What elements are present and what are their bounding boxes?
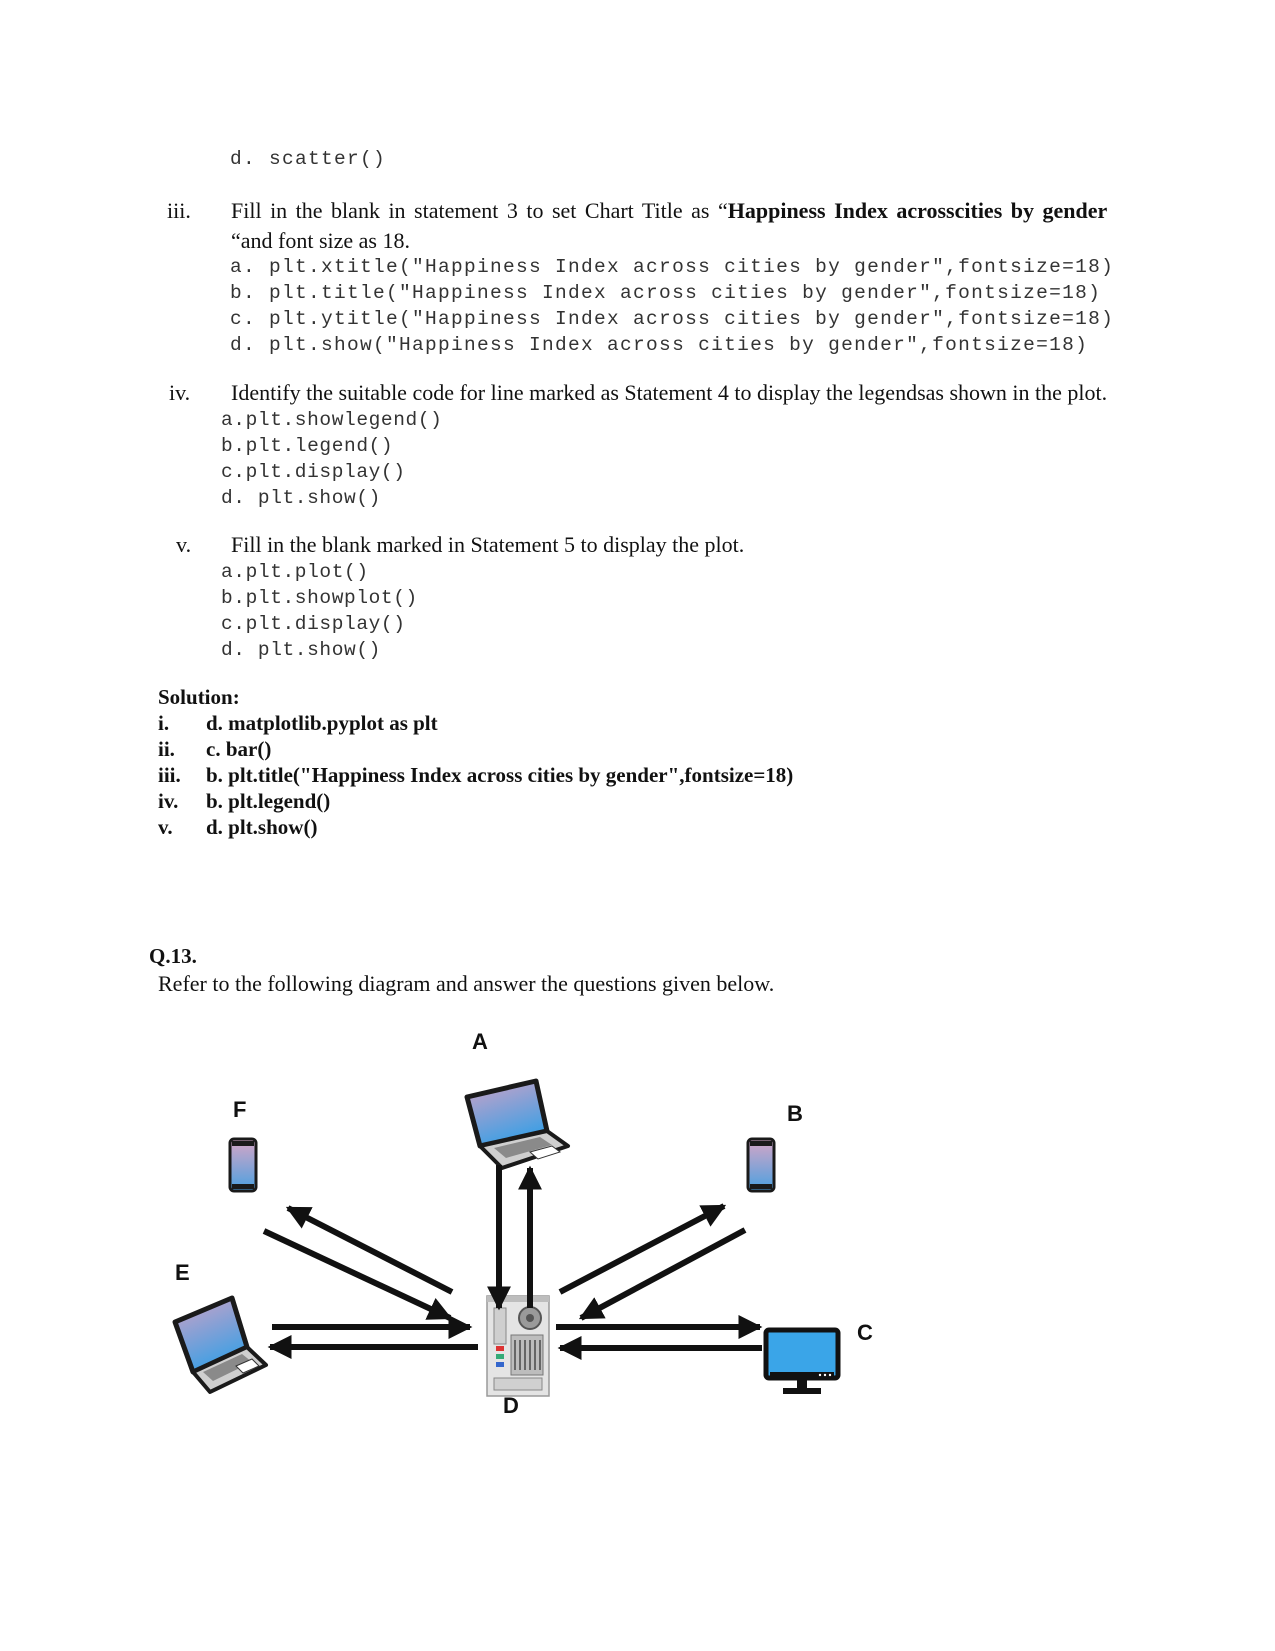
option-a: a.plt.plot() xyxy=(221,561,369,583)
question-13-text: Refer to the following diagram and answer the questions given below. xyxy=(158,971,775,996)
laptop-icon xyxy=(175,1298,266,1392)
node-label-e: E xyxy=(175,1260,190,1285)
node-label-c: C xyxy=(857,1320,873,1345)
solution-heading: Solution: xyxy=(158,685,240,709)
node-label-a: A xyxy=(472,1029,488,1054)
solution-number: iv. xyxy=(158,789,179,813)
solution-row-i xyxy=(158,711,438,736)
desktop-tower-icon xyxy=(487,1296,549,1396)
solution-answer: b. plt.title("Happiness Index across cities by gender",fontsize=18) xyxy=(206,763,794,787)
question-iv-text: Identify the suitable code for line marked as Statement 4 to display the legendsas shown in the plot. xyxy=(231,380,1108,405)
node-label-b: B xyxy=(787,1101,803,1126)
network-diagram xyxy=(0,1020,1275,1440)
option-d: d. plt.show("Happiness Index across cities by gender",fontsize=18) xyxy=(230,334,1089,356)
solution-answer: b. plt.legend() xyxy=(206,789,331,813)
solution-answer: d. matplotlib.pyplot as plt xyxy=(206,711,438,735)
option-a: a.plt.showlegend() xyxy=(221,409,443,431)
node-label-f: F xyxy=(233,1097,247,1122)
question-v-text: Fill in the blank marked in Statement 5 to display the plot. xyxy=(231,532,745,557)
question-number-iv: iv. xyxy=(169,380,191,405)
option-d: d. plt.show() xyxy=(221,487,381,509)
option-c: c. plt.ytitle("Happiness Index across cities by gender",fontsize=18) xyxy=(230,308,1115,330)
option-b: b.plt.showplot() xyxy=(221,587,418,609)
smartphone-icon xyxy=(748,1139,774,1191)
question-iii-options xyxy=(230,254,1114,358)
question-v-options xyxy=(221,559,418,663)
solution-number: ii. xyxy=(158,737,175,761)
solution-answer: c. bar() xyxy=(206,737,272,761)
question-iii-chart-title: Happiness Index acrosscities by gender xyxy=(727,198,1108,223)
monitor-icon xyxy=(766,1330,838,1394)
option-a: a. plt.xtitle("Happiness Index across cities by gender",fontsize=18) xyxy=(230,256,1115,278)
option-c: c.plt.display() xyxy=(221,613,406,635)
solution-number: iii. xyxy=(158,763,181,787)
solution-row-v xyxy=(158,815,317,840)
question-iii-text xyxy=(231,198,1107,224)
option-b: b.plt.legend() xyxy=(221,435,394,457)
solution-row-iv xyxy=(158,789,330,814)
question-number-iii: iii. xyxy=(167,198,191,223)
node-label-d: D xyxy=(503,1393,519,1418)
solution-number: i. xyxy=(158,711,170,735)
question-iii-text-start: Fill in the blank in statement 3 to set Chart Title as “ xyxy=(231,198,728,223)
solution-row-ii xyxy=(158,737,271,762)
solution-answer: d. plt.show() xyxy=(206,815,318,839)
question-iii-text-line2: “and font size as 18. xyxy=(231,228,410,253)
solution-row-iii xyxy=(158,763,793,788)
solution-number: v. xyxy=(158,815,173,839)
question-iv-options xyxy=(221,407,442,511)
network-diagram-svg xyxy=(0,1020,1275,1440)
option-d: d. plt.show() xyxy=(221,639,381,661)
laptop-icon xyxy=(467,1081,568,1168)
previous-option-d: d. scatter() xyxy=(230,148,387,170)
question-13-heading: Q.13. xyxy=(149,944,197,968)
question-number-v: v. xyxy=(176,532,192,557)
option-b: b. plt.title("Happiness Index across cities by gender",fontsize=18) xyxy=(230,282,1102,304)
option-c: c.plt.display() xyxy=(221,461,406,483)
smartphone-icon xyxy=(230,1139,256,1191)
